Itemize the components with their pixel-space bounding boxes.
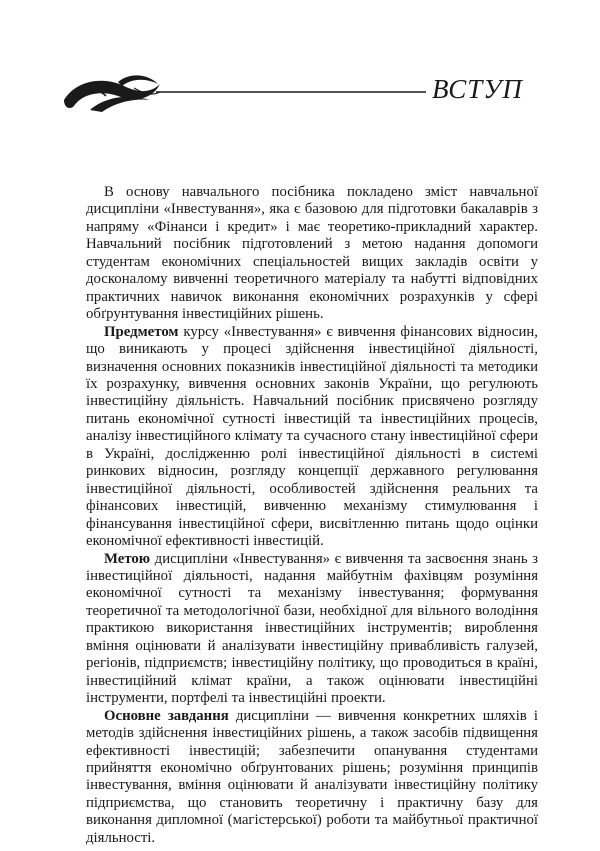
paragraph-text: дисципліни «Інвестування» є вивчення та засвоєння знань з інвестиційної діяльності, надання майбутнім фахівцям розуміння економічної сутності та механізму інвестування; формування теоретичної та методологічної бази, необхідної для вільного володіння практикою використання інвестиційних інструментів; вироблення вміння оцінювати й аналізувати інвестиційну привабливість галузей, регіонів, підприємств; інвестиційну політику, що проводиться в країні, інвестиційний клімат країни, а також оцінювати інвестиційні інструменти, портфелі та інвестиційні проекти. [86, 550, 538, 707]
paragraph-subject [86, 324, 538, 551]
page-title: ВСТУП [432, 74, 523, 104]
paragraph-text: курсу «Інвестування» є вивчення фінансових відносин, що виникають у процесі здійснення інвестиційної діяльності, визначення основних показників інвестиційної діяльності та методики їх розрахунку, вивчення основних законів України, що регулюють інвестиційну діяльність. Навчальний посібник присвячено розгляду питань економічної сутності інвестицій та інвестиційних процесів, аналізу інвестиційного клімату та сучасного стану інвестиційної сфери в Україні, дослідженню ролі інвестиційної діяльності в системі ринкових відносин, розгляду концепції державного регулювання інвестиційної діяльності, особливостей здійснення реальних та фінансових інвестицій, вивченню механізму стимулювання і фінансування інвестиційної сфери, висвітленню питань щодо оцінки економічної ефективності інвестицій. [86, 323, 538, 550]
paragraph-goal [86, 551, 538, 708]
paragraph-lead: Предметом [104, 323, 179, 340]
paragraph-text: В основу навчального посібника покладено зміст навчальної дисципліни «Інвестування», яка є базовою для підготовки бакалаврів з напряму «Фінанси і кредит» і має теоретико-прикладний характер. Навчальний посібник підготовлений з метою надання допомоги студентам економічних спеціальностей вищих закладів освіти у досконалому вивченні теоретичного матеріалу та набутті відповідних практичних навичок виконання економічних розрахунків у сфері обґрунтування інвестиційних рішень. [86, 184, 538, 323]
paragraph-lead: Метою [104, 550, 151, 567]
body-text [86, 184, 538, 847]
paragraph-text: дисципліни — вивчення конкретних шляхів і методів здійснення інвестиційних рішень, а також засобів підвищення ефективності інвестицій; забезпечити опанування студентами прийняття економічно обґрунтованих рішень; розуміння принципів інвестування, вміння оцінювати й аналізувати інвестиційну політику підприємства, що становить теоретичну і практичну базу для виконання дипломної (магістерської) роботи та майбутньої практичної діяльності. [86, 707, 538, 846]
paragraph-task [86, 708, 538, 848]
paragraph-intro [86, 184, 538, 324]
paragraph-lead: Основне завдання [104, 707, 229, 724]
